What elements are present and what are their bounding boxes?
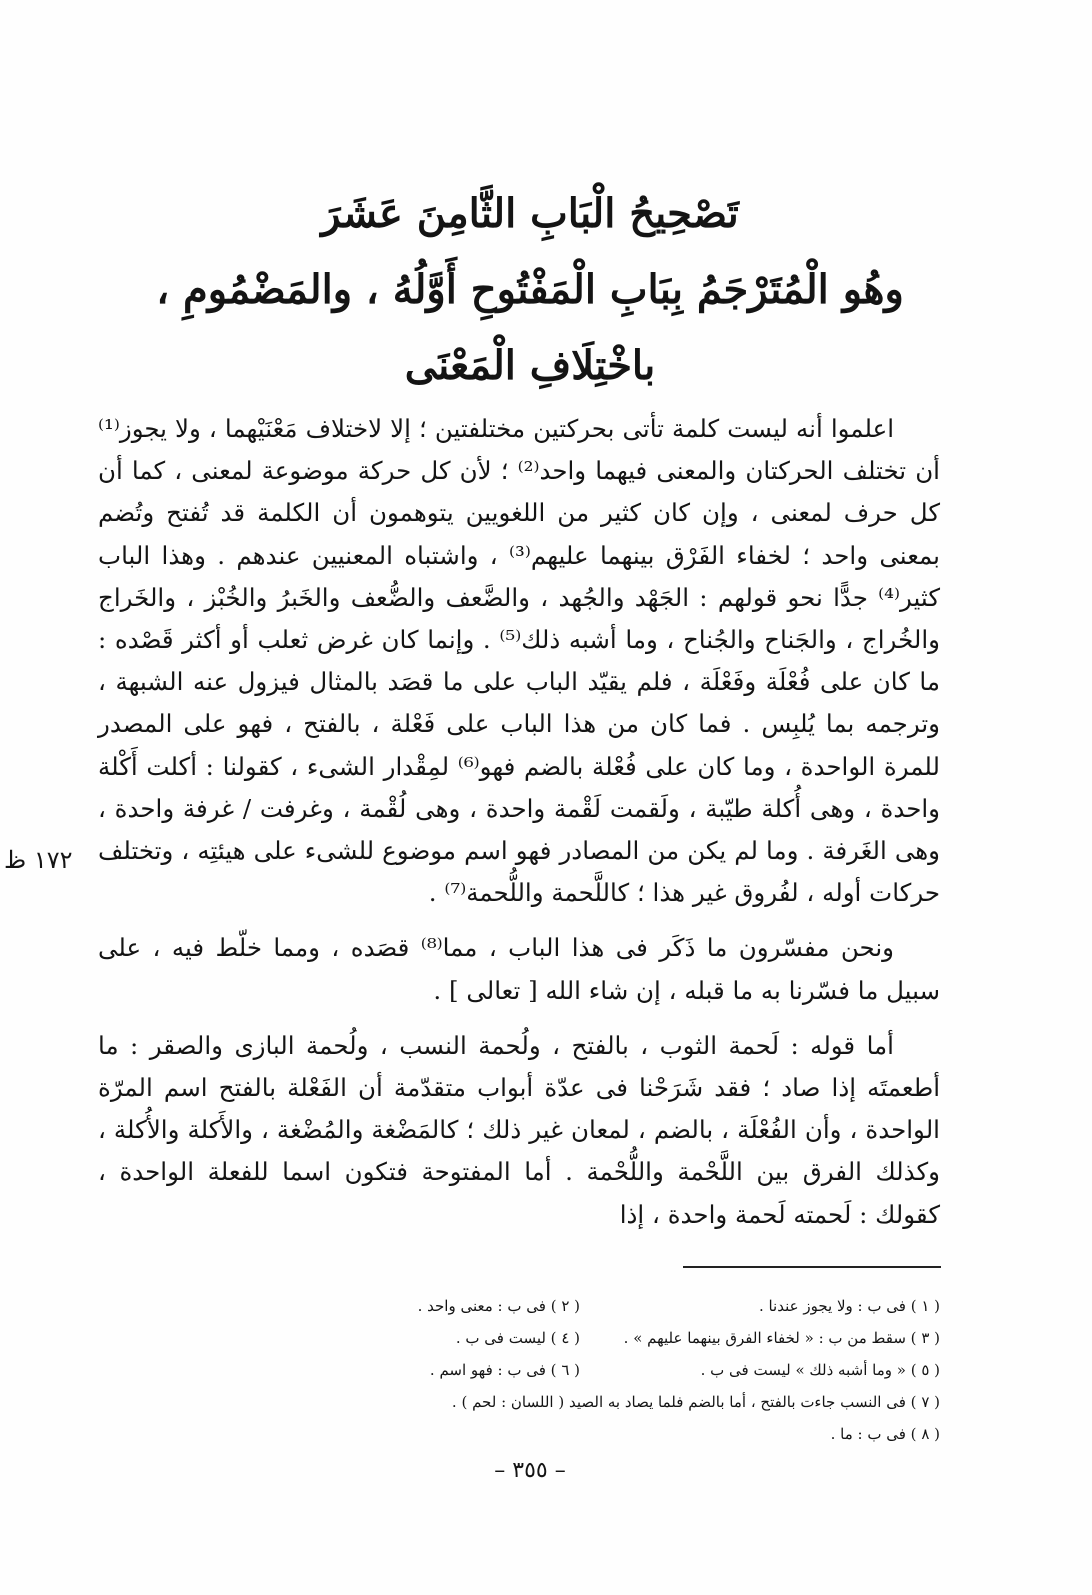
- manuscript-folio-note: ١٧٢ ظ: [4, 846, 73, 874]
- footnote-8: ( ٨ ) فى ب : ما .: [830, 1425, 940, 1443]
- footnote-5: ( ٥ ) « وما أشبه ذلك » ليست فى ب .: [700, 1361, 940, 1379]
- footnote-4: ( ٤ ) ليست فى ب .: [455, 1329, 580, 1347]
- paragraph-2: ونحن مفسّرون ما ذَكَر فى هذا الباب ، مما⁽⁸⁾ قصَده ، ومما خلّط فيه ، على سبيل ما فسّرنا به ما قبله ، إن شاء الله [ تعالى ] .: [98, 933, 940, 1005]
- footnotes: [258, 1290, 940, 1450]
- footnote-row: [258, 1354, 940, 1386]
- footnote-divider: [683, 1266, 941, 1268]
- body-text: [98, 408, 940, 1236]
- footnote-6: ( ٦ ) فى ب : فهو اسم .: [429, 1361, 580, 1379]
- footnote-3: ( ٣ ) سقط من ب : « لخفاء الفرق بينهما عليهم » .: [623, 1329, 940, 1347]
- chapter-title-line-1: تَصْحِيحُ الْبَابِ الثَّامِنَ عَشَرَ: [321, 190, 739, 237]
- chapter-title-block: [100, 176, 960, 404]
- footnote-2: ( ٢ ) فى ب : معنى واحد .: [417, 1297, 580, 1315]
- chapter-title-line-3: باخْتِلَافِ الْمَعْنَى: [404, 342, 656, 389]
- chapter-title-line-2: وهُو الْمُتَرْجَمُ بِبَابِ الْمَفْتُوحِ أَوَّلُهُ ، والمَضْمُومِ ،: [156, 266, 904, 313]
- footnote-row: [258, 1386, 940, 1418]
- footnote-7: ( ٧ ) فى النسب جاءت بالفتح ، أما بالضم فلما يصاد به الصيد ( اللسان : لحم ) .: [451, 1393, 940, 1411]
- page-number: – ٣٥٥ –: [494, 1458, 566, 1483]
- footnote-row: [258, 1290, 940, 1322]
- footnote-row: [258, 1322, 940, 1354]
- footnote-row: [258, 1418, 940, 1450]
- paragraph-3: أما قوله : لَحمة الثوب ، بالفتح ، ولُحمة النسب ، ولُحمة البازى والصقر : ما أطعمتَه إذا صاد ؛ فقد شَرَحْنا فى عدّة أبواب متقدّمة أن الفَعْلة بالفتح اسم المرّة الواحدة ، وأن الفُعْلَة ، بالضم ، لمعان غير ذلك ؛ كالمَضْغة والمُضْغة ، والأَكلة والأُكلة ، وكذلك الفرق بين اللَّحْمة واللُّحْمة . أما المفتوحة فتكون اسما للفعلة الواحدة ، كقولك : لَحمته لَحمة واحدة ، إذا: [98, 1030, 940, 1229]
- footnote-1: ( ١ ) فى ب : ولا يجوز عندنا .: [758, 1297, 940, 1315]
- paragraph-1: اعلموا أنه ليست كلمة تأتى بحركتين مختلفتين ؛ إلا لاختلاف مَعْنَيْهما ، ولا يجوز⁽¹⁾ أن تختلف الحركتان والمعنى فيهما واحد⁽²⁾ ؛ لأن كل حركة موضوعة لمعنى ، كما أن كل حرف لمعنى ، وإن كان كثير من اللغويين يتوهمون أن الكلمة قد تُفتح وتُضم بمعنى واحد ؛ لخفاء الفَرْق بينهما عليهم⁽³⁾ ، واشتباه المعنيين عندهم . وهذا الباب كثير⁽⁴⁾ جدًّا نحو قولهم : الجَهْد والجُهد ، والضَّعف والضُّعف والخَبرُ والخُبْز ، والخَراج والخُراج ، والجَناح والجُناح ، وما أشبه ذلك⁽⁵⁾ . وإنما كان غرض ثعلب أو أكثر قَصْده : ما كان على فُعْلَة وفَعْلَة ، فلم يقيّد الباب على ما قصَد بالمثال فيزول عنه الشبهة ، وترجمه بما يُلبِس . فما كان من هذا الباب على فَعْلة ، بالفتح ، فهو على المصدر للمرة الواحدة ، وما كان على فُعْلة بالضم فهو⁽⁶⁾ لمِقْدار الشىء ، كقولنا : أكلت أَكْلة واحدة ، وهى أُكلة طيّبة ، ولَقمت لَقْمة واحدة ، وهى لُقْمة ، وغرفت / غرفة واحدة ، وهى الغَرفة . وما لم يكن من المصادر فهو اسم موضوع للشىء على هيئتِه ، وتختلف حركات أوله ، لفُروق غير هذا ؛ كاللَّحمة واللُّحمة⁽⁷⁾ .: [98, 414, 940, 908]
